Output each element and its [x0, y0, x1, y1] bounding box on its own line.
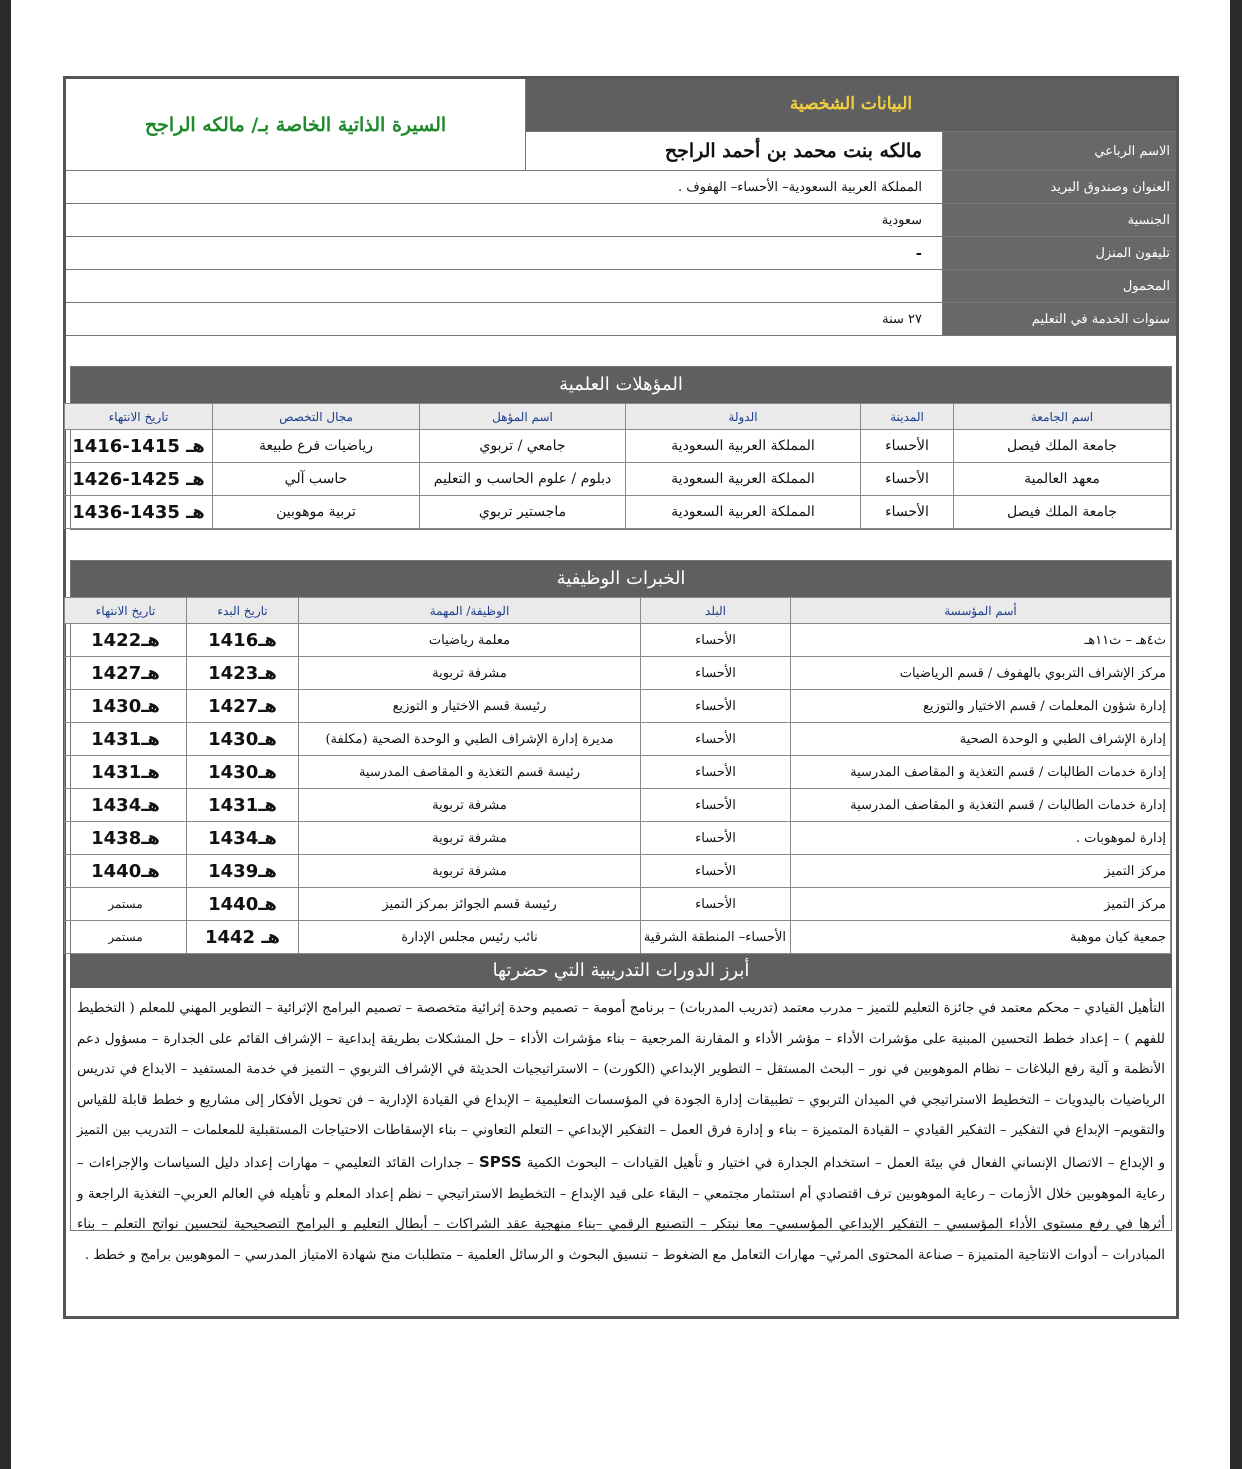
document-page	[11, 0, 1230, 1469]
table-cell: هـ1434	[65, 789, 187, 822]
table-cell: الأحساء– المنطقة الشرقية	[641, 921, 791, 954]
table-cell: الأحساء	[641, 624, 791, 657]
qualifications-table	[64, 403, 1171, 529]
personal-header-block	[525, 79, 1176, 170]
nationality-value: سعودية	[881, 212, 922, 228]
table-cell: الأحساء	[861, 496, 954, 529]
table-cell: جامعة الملك فيصل	[954, 496, 1171, 529]
col-header: اسم الجامعة	[954, 404, 1171, 430]
col-header: مجال التخصص	[213, 404, 420, 430]
col-header: اسم المؤهل	[420, 404, 626, 430]
col-header: الوظيفة/ المهمة	[299, 598, 641, 624]
table-cell: الأحساء	[641, 657, 791, 690]
table-cell: مركز التميز	[791, 855, 1171, 888]
table-cell: إدارة الإشراف الطبي و الوحدة الصحية	[791, 723, 1171, 756]
table-cell: هـ 1435-1436	[65, 496, 213, 529]
service-years-value: ٢٧ سنة	[882, 311, 922, 327]
table-cell: تربية موهوبين	[213, 496, 420, 529]
col-header: تاريخ الانتهاء	[65, 404, 213, 430]
table-cell: مركز الإشراف التربوي بالهفوف / قسم الرياضيات	[791, 657, 1171, 690]
table-cell: جمعية كيان موهبة	[791, 921, 1171, 954]
table-cell: مستمر	[65, 888, 187, 921]
table-cell: الأحساء	[641, 789, 791, 822]
cv-document	[63, 76, 1179, 1319]
scan-edge-right	[1230, 0, 1242, 1469]
table-cell: هـ1422	[65, 624, 187, 657]
mobile-label: المحمول	[942, 270, 1176, 302]
table-cell: مستمر	[65, 921, 187, 954]
table-cell: الأحساء	[641, 756, 791, 789]
personal-section-title: البيانات الشخصية	[526, 79, 1176, 131]
table-cell: إدارة خدمات الطالبات / قسم التغذية و المقاصف المدرسية	[791, 756, 1171, 789]
table-cell: هـ1416	[187, 624, 299, 657]
table-cell: هـ1431	[65, 756, 187, 789]
table-cell: ث٤هـ – ث١١هـ	[791, 624, 1171, 657]
home-phone-label: تليفون المنزل	[942, 237, 1176, 269]
table-cell: الأحساء	[861, 463, 954, 496]
table-cell: هـ1430	[65, 690, 187, 723]
qualifications-section	[70, 366, 1172, 530]
table-cell: هـ 1425-1426	[65, 463, 213, 496]
table-cell: ماجستير تربوي	[420, 496, 626, 529]
table-cell: جامعي / تربوي	[420, 430, 626, 463]
full-name-value: مالكه بنت محمد بن أحمد الراجح	[664, 140, 922, 162]
experience-table	[64, 597, 1171, 954]
table-row	[65, 496, 1171, 529]
address-value: المملكة العربية السعودية– الأحساء– الهفوف .	[678, 179, 922, 195]
mobile-value	[532, 270, 942, 302]
table-cell: معهد العالمية	[954, 463, 1171, 496]
table-cell: إدارة لموهوبات .	[791, 822, 1171, 855]
address-label: العنوان وصندوق البريد	[942, 171, 1176, 203]
table-row	[65, 888, 1171, 921]
table-cell: نائب رئيس مجلس الإدارة	[299, 921, 641, 954]
col-header: تاريخ البدء	[187, 598, 299, 624]
experience-title: الخبرات الوظيفية	[71, 561, 1171, 597]
full-name-label: الاسم الرباعي	[942, 132, 1176, 170]
table-cell: هـ1430	[187, 756, 299, 789]
table-row	[65, 430, 1171, 463]
nationality-label: الجنسية	[942, 204, 1176, 236]
table-row	[65, 921, 1171, 954]
nationality-row	[66, 204, 1176, 237]
table-row	[65, 822, 1171, 855]
table-cell: الأحساء	[641, 822, 791, 855]
cv-title: السيرة الذاتية الخاصة بـ/ مالكه الراجح	[144, 113, 447, 136]
table-cell: رياضيات فرع طبيعة	[213, 430, 420, 463]
table-cell: المملكة العربية السعودية	[626, 463, 861, 496]
table-cell: الأحساء	[641, 888, 791, 921]
table-cell: دبلوم / علوم الحاسب و التعليم	[420, 463, 626, 496]
table-cell: هـ1439	[187, 855, 299, 888]
table-cell: مشرفة تربوية	[299, 657, 641, 690]
address-row	[66, 171, 1176, 204]
table-cell: هـ1440	[187, 888, 299, 921]
table-cell: هـ1431	[65, 723, 187, 756]
table-cell: هـ1430	[187, 723, 299, 756]
table-cell: الأحساء	[641, 690, 791, 723]
table-row	[65, 657, 1171, 690]
spacer	[66, 336, 1176, 366]
table-cell: هـ1440	[65, 855, 187, 888]
table-cell: هـ1427	[65, 657, 187, 690]
table-cell: إدارة خدمات الطالبات / قسم التغذية و المقاصف المدرسية	[791, 789, 1171, 822]
col-header: البلد	[641, 598, 791, 624]
table-row	[65, 690, 1171, 723]
col-header: أسم المؤسسة	[791, 598, 1171, 624]
courses-text	[70, 988, 1172, 1263]
cv-header	[66, 79, 1176, 171]
table-cell: المملكة العربية السعودية	[626, 430, 861, 463]
table-cell: هـ 1415-1416	[65, 430, 213, 463]
table-cell: مركز التميز	[791, 888, 1171, 921]
table-cell: هـ1427	[187, 690, 299, 723]
table-cell: المملكة العربية السعودية	[626, 496, 861, 529]
table-cell: الأحساء	[641, 723, 791, 756]
table-cell: رئيسة قسم الجوائز بمركز التميز	[299, 888, 641, 921]
table-cell: حاسب آلي	[213, 463, 420, 496]
home-phone-value: -	[915, 244, 922, 262]
qualifications-header-row	[65, 404, 1171, 430]
table-row	[65, 855, 1171, 888]
col-header: المدينة	[861, 404, 954, 430]
spacer	[66, 530, 1176, 560]
home-phone-row	[66, 237, 1176, 270]
courses-spss: SPSS	[478, 1152, 522, 1171]
courses-title: أبرز الدورات التدريبية التي حضرتها	[70, 954, 1172, 988]
table-cell: رئيسة قسم التغذية و المقاصف المدرسية	[299, 756, 641, 789]
table-cell: الأحساء	[641, 855, 791, 888]
courses-text-part1: التأهيل القيادي – محكم معتمد في جائزة التعليم للتميز – مدرب معتمد (تدريب المدربات) – برنامج أمومة – تصميم وحدة إثرائية متخصصة – تصميم البرامج الإثرائية – التطوير المهني للمعلم ( التخطيط للفهم ) – إعداد خطط التحسين المبنية على مؤشرات الأداء – مؤشر الأداء و المقارنة المرجعية – بناء مؤشرات الأداء – حل المشكلات بطريقة إبداعية – الإشراف القائم على الجدارة – مسؤول دعم الأنظمة و آلية رفع البلاغات – نظام الموهوبين في نور – البحث المستقل – التطوير الإبداعي (الكورت) – الاستراتيجيات الحديثة في الإشراف التربوي – التميز في خدمة المستفيد – الابداع في تدريس الرياضيات باليدويات – التخطيط الاستراتيجي في الميدان التربوي – تطبيقات إدارة الجودة في المؤسسات التعليمية – الإبداع في القيادة الإدارية – فن تحويل الأفكار إلى مشاريع و خطط قابلة للقياس والتقويم– الإبداع في التفكير – التفكير القيادي – القيادة المتميزة – بناء و إدارة فرق العمل – التفكير الإبداعي – التعلم التعاوني – بناء الإسقاطات الاحتياجات المستقبلية للمعلمات – التدريب بين التميز و الإبداع – الاتصال الإنساني الفعال في بيئة العمل – استخدام الجدارة في اختيار و تأهيل القيادات – البحوث الكمية	[77, 1001, 1165, 1171]
table-row	[65, 789, 1171, 822]
courses-text-part2: – جدارات القائد التعليمي – مهارات إعداد دليل السياسات والإجراءات – رعاية الموهوبين خلال الأزمات – رعاية الموهوبين ترف اقتصادي أم استثمار مجتمعي – البقاء على قيد الإبداع – التخطيط الاستراتيجي – نظم إعداد المعلم و تأهيله في العالم العربي– التغذية الراجعة و أثرها في رفع مستوى الأداء المؤسسي – التفكير الإبداعي المؤسسي– معا نبتكر – التصنيع الرقمي –بناء منهجية عقد الشراكات – أبطال التعليم و البرامج التصحيحية لتحسين نواتج التعلم – بناء المبادرات – أدوات الانتاجية المتميزة – صناعة المحتوى المرئي– مهارات التعامل مع الضغوط – تنسيق البحوث و الرسائل العلمية – متطلبات منح شهادة الامتياز المدرسي – الموهوبين برامج و خطط .	[77, 1155, 1165, 1263]
scan-edge-left	[0, 0, 11, 1469]
table-cell: هـ 1442	[187, 921, 299, 954]
table-cell: هـ1434	[187, 822, 299, 855]
full-name-row	[526, 131, 1176, 170]
table-row	[65, 624, 1171, 657]
service-years-row	[66, 303, 1176, 336]
experience-header-row	[65, 598, 1171, 624]
table-cell: جامعة الملك فيصل	[954, 430, 1171, 463]
table-cell: معلمة رياضيات	[299, 624, 641, 657]
table-cell: الأحساء	[861, 430, 954, 463]
table-cell: مشرفة تربوية	[299, 855, 641, 888]
table-cell: هـ1438	[65, 822, 187, 855]
mobile-row	[66, 270, 1176, 303]
qualifications-title: المؤهلات العلمية	[71, 367, 1171, 403]
table-cell: رئيسة قسم الاختيار و التوزيع	[299, 690, 641, 723]
col-header: الدولة	[626, 404, 861, 430]
table-cell: مديرة إدارة الإشراف الطبي و الوحدة الصحية (مكلفة)	[299, 723, 641, 756]
table-cell: هـ1423	[187, 657, 299, 690]
service-years-label: سنوات الخدمة في التعليم	[942, 303, 1176, 335]
table-cell: مشرفة تربوية	[299, 789, 641, 822]
table-cell: هـ1431	[187, 789, 299, 822]
col-header: تاريخ الانتهاء	[65, 598, 187, 624]
table-cell: مشرفة تربوية	[299, 822, 641, 855]
table-row	[65, 723, 1171, 756]
table-cell: إدارة شؤون المعلمات / قسم الاختيار والتوزيع	[791, 690, 1171, 723]
experience-section	[70, 560, 1172, 954]
table-row	[65, 756, 1171, 789]
table-row	[65, 463, 1171, 496]
